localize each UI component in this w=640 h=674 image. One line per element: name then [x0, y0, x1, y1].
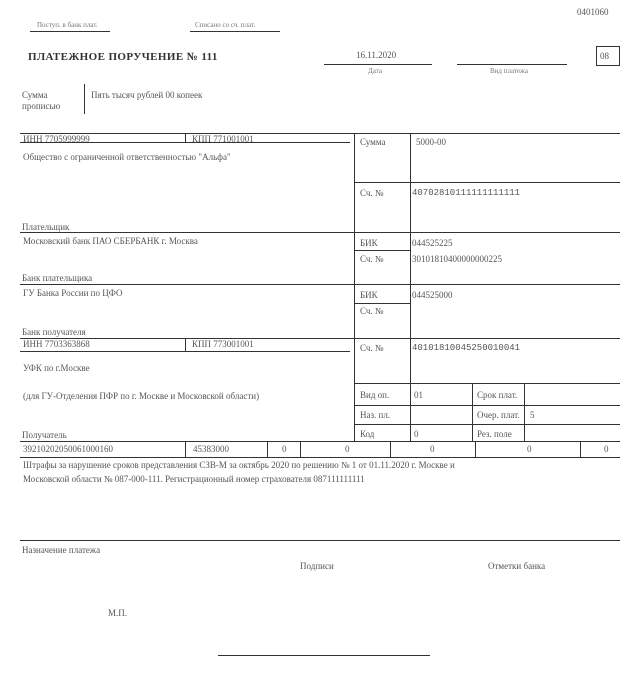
tax-vline	[300, 441, 301, 457]
grid-line	[20, 338, 620, 339]
grid-line	[355, 405, 620, 406]
payer-kpp: КПП 771001001	[192, 134, 254, 144]
payer-bank-bik-value: 044525225	[412, 238, 453, 248]
grid-vline	[185, 133, 186, 142]
grid-line	[20, 540, 620, 541]
amount-words-divider	[84, 84, 85, 114]
payer-name: Общество с ограниченной ответственностью "Альфа"	[23, 152, 231, 162]
recipient-caption: Получатель	[22, 430, 67, 440]
payment-type-caption: Вид платежа	[490, 67, 529, 75]
tax-period: 0	[345, 444, 350, 454]
grid-line	[355, 250, 411, 251]
amount-words-label-2: прописью	[22, 101, 61, 111]
recipient-bank-name: ГУ Банка России по ЦФО	[23, 288, 123, 298]
date-line	[324, 64, 432, 65]
tax-type: 0	[604, 444, 609, 454]
grid-line	[20, 351, 350, 352]
payer-account-label: Сч. №	[360, 188, 384, 198]
recipient-ufk: УФК по г.Москве	[23, 363, 90, 373]
recipient-name: (для ГУ-Отделения ПФР по г. Москве и Московской области)	[23, 391, 260, 401]
naz-pl-label: Наз. пл.	[360, 410, 391, 420]
grid-line	[20, 457, 620, 458]
recipient-kpp: КПП 773001001	[192, 339, 254, 349]
ochered-value: 5	[530, 410, 535, 420]
sum-label: Сумма	[360, 137, 386, 147]
bank-marks-caption: Отметки банка	[488, 561, 546, 571]
recipient-bank-account-label: Сч. №	[360, 306, 384, 316]
recipient-bank-bik-label: БИК	[360, 290, 378, 300]
sum-value: 5000-00	[416, 137, 446, 147]
vid-op-label: Вид оп.	[360, 390, 390, 400]
srok-plat-label: Срок плат.	[477, 390, 518, 400]
payer-account-value: 40702810111111111111	[412, 188, 521, 198]
recipient-inn: ИНН 7703363868	[23, 339, 90, 349]
grid-line	[20, 284, 620, 285]
stamp-place: М.П.	[108, 608, 128, 618]
grid-line	[355, 424, 620, 425]
grid-vline	[354, 133, 355, 441]
recipient-account-value: 40101810045250010041	[412, 343, 521, 353]
ochered-label: Очер. плат.	[477, 410, 520, 420]
tax-doc-date: 0	[527, 444, 532, 454]
received-bank-label: Поступ. в банк плат.	[37, 21, 98, 29]
form-code: 0401060	[577, 7, 609, 17]
payer-bank-caption: Банк плательщика	[22, 273, 93, 283]
kod-label: Код	[360, 429, 375, 439]
grid-line	[20, 441, 620, 442]
tax-basis: 0	[282, 444, 287, 454]
tax-vline	[185, 441, 186, 457]
payment-type-line	[457, 64, 567, 65]
grid-vline	[472, 383, 473, 441]
page-title: ПЛАТЕЖНОЕ ПОРУЧЕНИЕ № 111	[28, 51, 218, 63]
tax-oktmo: 45383000	[193, 444, 229, 454]
payer-bank-bik-label: БИК	[360, 238, 378, 248]
grid-line	[20, 133, 620, 134]
payer-inn: ИНН 7705999999	[23, 134, 90, 144]
date-caption: Дата	[368, 67, 382, 75]
payer-bank-account-value: 30101810400000000225	[412, 254, 502, 264]
grid-line	[355, 182, 620, 183]
payment-date: 16.11.2020	[356, 50, 397, 60]
purpose-line-2: Московской области № 087-000-111. Регистрационный номер страхователя 087111111111	[23, 474, 365, 484]
amount-words-value: Пять тысяч рублей 00 копеек	[91, 90, 203, 100]
signatures-caption: Подписи	[300, 561, 334, 571]
kod-value: 0	[414, 429, 419, 439]
debited-line	[190, 31, 280, 32]
payer-caption: Плательщик	[22, 222, 70, 232]
received-bank-line	[30, 31, 110, 32]
grid-line	[355, 383, 620, 384]
amount-words-label-1: Сумма	[22, 90, 48, 100]
grid-vline	[185, 338, 186, 351]
purpose-caption: Назначение платежа	[22, 545, 101, 555]
rez-pole-label: Рез. поле	[477, 429, 512, 439]
grid-line	[20, 232, 620, 233]
tax-doc-num: 0	[430, 444, 435, 454]
payer-bank-account-label: Сч. №	[360, 254, 384, 264]
vid-op-value: 01	[414, 390, 423, 400]
recipient-account-label: Сч. №	[360, 343, 384, 353]
debited-label: Списано со сч. плат.	[195, 21, 256, 29]
tax-vline	[475, 441, 476, 457]
tax-kbk: 39210202050061000160	[23, 444, 113, 454]
tax-vline	[580, 441, 581, 457]
payer-bank-name: Московский банк ПАО СБЕРБАНК г. Москва	[23, 236, 198, 246]
tax-vline	[390, 441, 391, 457]
grid-line	[355, 303, 411, 304]
recipient-bank-bik-value: 044525000	[412, 290, 453, 300]
purpose-line-1: Штрафы за нарушение сроков представления СЗВ-М за октябрь 2020 по решению № 1 от 01.11.2020 г. Москве и	[23, 460, 455, 470]
signature-line	[218, 655, 430, 656]
tax-vline	[267, 441, 268, 457]
recipient-bank-caption: Банк получателя	[22, 327, 86, 337]
grid-vline	[410, 133, 411, 441]
grid-vline	[524, 383, 525, 441]
status-code: 08	[600, 51, 609, 61]
